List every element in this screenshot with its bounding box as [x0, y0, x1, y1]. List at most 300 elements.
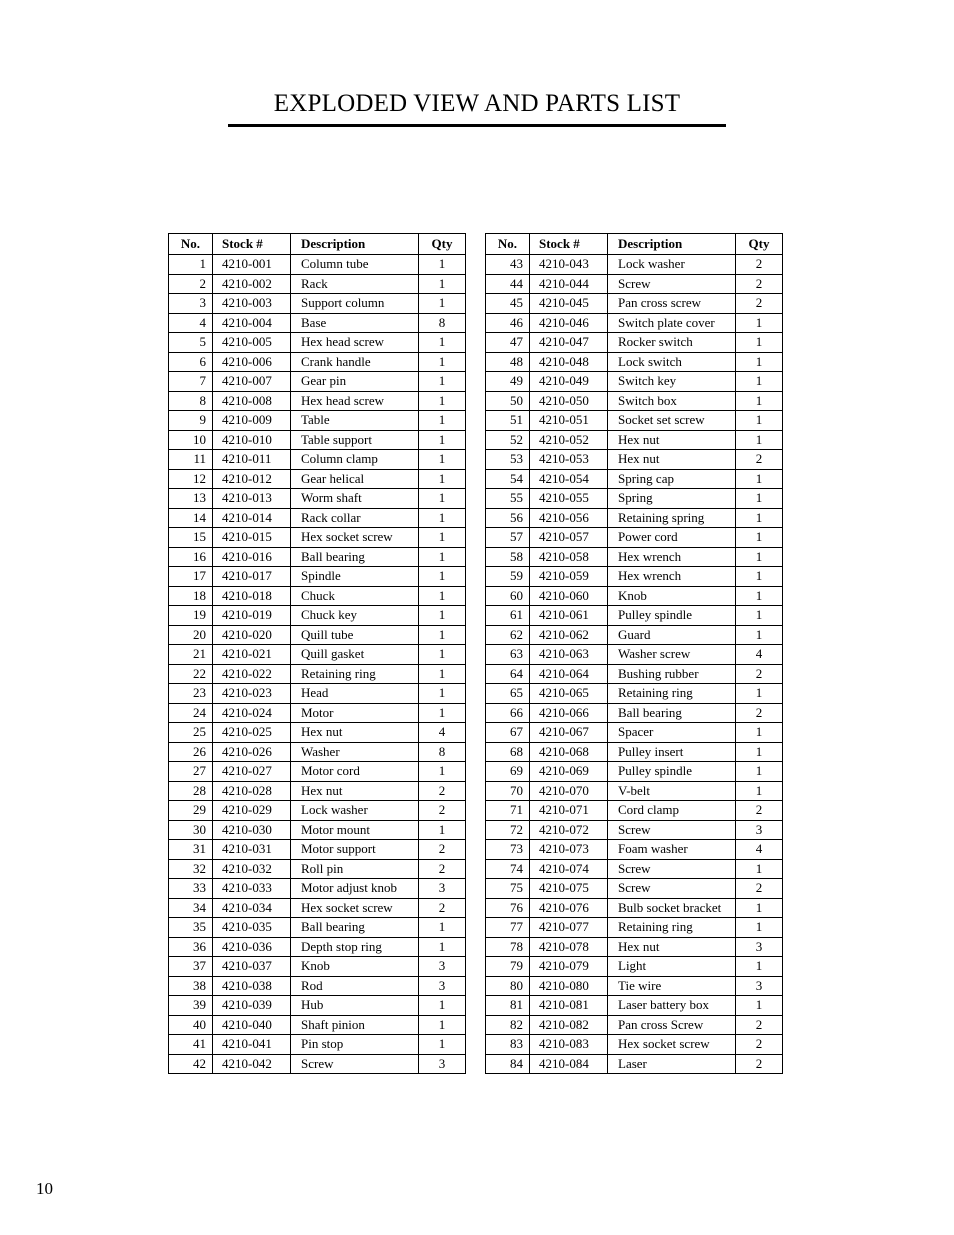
- qty-cell: 3: [419, 976, 466, 996]
- part-number-cell: 72: [486, 820, 530, 840]
- table-row: [486, 1015, 783, 1035]
- description-cell: Pan cross Screw: [608, 1015, 736, 1035]
- part-number-cell: 82: [486, 1015, 530, 1035]
- stock-number-cell: 4210-034: [213, 898, 291, 918]
- description-cell: Hub: [291, 996, 419, 1016]
- description-cell: Power cord: [608, 528, 736, 548]
- qty-cell: 1: [419, 450, 466, 470]
- part-number-cell: 23: [169, 684, 213, 704]
- qty-cell: 1: [419, 684, 466, 704]
- qty-cell: 2: [736, 274, 783, 294]
- table-row: [486, 313, 783, 333]
- stock-number-cell: 4210-002: [213, 274, 291, 294]
- qty-cell: 1: [736, 586, 783, 606]
- table-row: [169, 274, 466, 294]
- qty-cell: 3: [419, 1054, 466, 1074]
- stock-number-cell: 4210-062: [530, 625, 608, 645]
- stock-number-cell: 4210-006: [213, 352, 291, 372]
- qty-cell: 1: [736, 742, 783, 762]
- description-cell: Laser: [608, 1054, 736, 1074]
- description-cell: Ball bearing: [608, 703, 736, 723]
- qty-cell: 1: [419, 411, 466, 431]
- header-qty: Qty: [736, 234, 783, 255]
- table-row: [486, 391, 783, 411]
- table-row: [486, 781, 783, 801]
- qty-cell: 1: [736, 508, 783, 528]
- table-row: [486, 801, 783, 821]
- description-cell: Table: [291, 411, 419, 431]
- part-number-cell: 26: [169, 742, 213, 762]
- part-number-cell: 65: [486, 684, 530, 704]
- page-number: 10: [36, 1179, 53, 1198]
- table-row: [169, 742, 466, 762]
- description-cell: Quill gasket: [291, 645, 419, 665]
- part-number-cell: 84: [486, 1054, 530, 1074]
- stock-number-cell: 4210-051: [530, 411, 608, 431]
- description-cell: Head: [291, 684, 419, 704]
- description-cell: Spindle: [291, 567, 419, 587]
- description-cell: Bushing rubber: [608, 664, 736, 684]
- part-number-cell: 54: [486, 469, 530, 489]
- stock-number-cell: 4210-057: [530, 528, 608, 548]
- qty-cell: 1: [736, 372, 783, 392]
- stock-number-cell: 4210-007: [213, 372, 291, 392]
- stock-number-cell: 4210-054: [530, 469, 608, 489]
- description-cell: Light: [608, 957, 736, 977]
- table-row: [486, 762, 783, 782]
- description-cell: Screw: [608, 879, 736, 899]
- part-number-cell: 21: [169, 645, 213, 665]
- stock-number-cell: 4210-082: [530, 1015, 608, 1035]
- table-row: [486, 703, 783, 723]
- page-title: EXPLODED VIEW AND PARTS LIST: [273, 90, 681, 117]
- description-cell: Retaining spring: [608, 508, 736, 528]
- part-number-cell: 55: [486, 489, 530, 509]
- description-cell: Screw: [608, 859, 736, 879]
- qty-cell: 2: [736, 664, 783, 684]
- qty-cell: 1: [736, 547, 783, 567]
- description-cell: Crank handle: [291, 352, 419, 372]
- table-row: [486, 411, 783, 431]
- table-row: [486, 996, 783, 1016]
- part-number-cell: 27: [169, 762, 213, 782]
- stock-number-cell: 4210-052: [530, 430, 608, 450]
- table-row: [169, 625, 466, 645]
- description-cell: V-belt: [608, 781, 736, 801]
- description-cell: Cord clamp: [608, 801, 736, 821]
- qty-cell: 2: [736, 879, 783, 899]
- description-cell: Switch key: [608, 372, 736, 392]
- table-row: [169, 391, 466, 411]
- description-cell: Hex head screw: [291, 333, 419, 353]
- table-row: [169, 430, 466, 450]
- part-number-cell: 36: [169, 937, 213, 957]
- stock-number-cell: 4210-008: [213, 391, 291, 411]
- stock-number-cell: 4210-023: [213, 684, 291, 704]
- stock-number-cell: 4210-067: [530, 723, 608, 743]
- part-number-cell: 69: [486, 762, 530, 782]
- description-cell: Pin stop: [291, 1035, 419, 1055]
- part-number-cell: 70: [486, 781, 530, 801]
- part-number-cell: 1: [169, 255, 213, 275]
- description-cell: Table support: [291, 430, 419, 450]
- table-row: [486, 976, 783, 996]
- table-row: [486, 898, 783, 918]
- qty-cell: 1: [419, 937, 466, 957]
- qty-cell: 1: [419, 567, 466, 587]
- table-row: [486, 1035, 783, 1055]
- qty-cell: 1: [419, 528, 466, 548]
- part-number-cell: 9: [169, 411, 213, 431]
- qty-cell: 1: [736, 528, 783, 548]
- qty-cell: 4: [736, 840, 783, 860]
- table-row: [486, 372, 783, 392]
- qty-cell: 1: [736, 762, 783, 782]
- qty-cell: 1: [736, 625, 783, 645]
- qty-cell: 1: [419, 391, 466, 411]
- qty-cell: 1: [419, 469, 466, 489]
- description-cell: Worm shaft: [291, 489, 419, 509]
- table-header-row: [169, 234, 466, 255]
- description-cell: Guard: [608, 625, 736, 645]
- qty-cell: 1: [419, 255, 466, 275]
- qty-cell: 1: [419, 918, 466, 938]
- part-number-cell: 35: [169, 918, 213, 938]
- qty-cell: 1: [736, 469, 783, 489]
- table-row: [169, 664, 466, 684]
- stock-number-cell: 4210-075: [530, 879, 608, 899]
- table-row: [486, 937, 783, 957]
- stock-number-cell: 4210-053: [530, 450, 608, 470]
- parts-table-left: [168, 233, 466, 1074]
- part-number-cell: 83: [486, 1035, 530, 1055]
- table-row: [169, 606, 466, 626]
- stock-number-cell: 4210-049: [530, 372, 608, 392]
- description-cell: Socket set screw: [608, 411, 736, 431]
- stock-number-cell: 4210-021: [213, 645, 291, 665]
- qty-cell: 1: [736, 957, 783, 977]
- qty-cell: 2: [736, 1035, 783, 1055]
- stock-number-cell: 4210-028: [213, 781, 291, 801]
- table-row: [486, 918, 783, 938]
- description-cell: Washer: [291, 742, 419, 762]
- description-cell: Support column: [291, 294, 419, 314]
- description-cell: Rod: [291, 976, 419, 996]
- description-cell: Switch plate cover: [608, 313, 736, 333]
- description-cell: Column tube: [291, 255, 419, 275]
- description-cell: Hex nut: [608, 937, 736, 957]
- part-number-cell: 80: [486, 976, 530, 996]
- stock-number-cell: 4210-019: [213, 606, 291, 626]
- description-cell: Spacer: [608, 723, 736, 743]
- qty-cell: 3: [736, 937, 783, 957]
- stock-number-cell: 4210-072: [530, 820, 608, 840]
- description-cell: Lock washer: [608, 255, 736, 275]
- description-cell: Motor mount: [291, 820, 419, 840]
- stock-number-cell: 4210-003: [213, 294, 291, 314]
- table-row: [169, 976, 466, 996]
- stock-number-cell: 4210-080: [530, 976, 608, 996]
- description-cell: Knob: [608, 586, 736, 606]
- qty-cell: 1: [419, 586, 466, 606]
- stock-number-cell: 4210-061: [530, 606, 608, 626]
- parts-table-right: [485, 233, 783, 1074]
- part-number-cell: 46: [486, 313, 530, 333]
- part-number-cell: 40: [169, 1015, 213, 1035]
- part-number-cell: 41: [169, 1035, 213, 1055]
- table-row: [169, 684, 466, 704]
- part-number-cell: 62: [486, 625, 530, 645]
- qty-cell: 4: [419, 723, 466, 743]
- stock-number-cell: 4210-084: [530, 1054, 608, 1074]
- header-description: Description: [608, 234, 736, 255]
- qty-cell: 2: [736, 1054, 783, 1074]
- qty-cell: 1: [419, 372, 466, 392]
- table-row: [486, 255, 783, 275]
- stock-number-cell: 4210-058: [530, 547, 608, 567]
- table-row: [169, 840, 466, 860]
- description-cell: Hex socket screw: [291, 528, 419, 548]
- stock-number-cell: 4210-017: [213, 567, 291, 587]
- stock-number-cell: 4210-005: [213, 333, 291, 353]
- stock-number-cell: 4210-045: [530, 294, 608, 314]
- stock-number-cell: 4210-011: [213, 450, 291, 470]
- part-number-cell: 34: [169, 898, 213, 918]
- description-cell: Depth stop ring: [291, 937, 419, 957]
- table-row: [169, 781, 466, 801]
- description-cell: Hex wrench: [608, 547, 736, 567]
- part-number-cell: 76: [486, 898, 530, 918]
- part-number-cell: 38: [169, 976, 213, 996]
- table-row: [486, 957, 783, 977]
- qty-cell: 8: [419, 742, 466, 762]
- table-row: [486, 430, 783, 450]
- part-number-cell: 28: [169, 781, 213, 801]
- part-number-cell: 5: [169, 333, 213, 353]
- qty-cell: 1: [419, 508, 466, 528]
- description-cell: Retaining ring: [291, 664, 419, 684]
- part-number-cell: 45: [486, 294, 530, 314]
- stock-number-cell: 4210-060: [530, 586, 608, 606]
- part-number-cell: 19: [169, 606, 213, 626]
- qty-cell: 1: [736, 606, 783, 626]
- description-cell: Rocker switch: [608, 333, 736, 353]
- qty-cell: 3: [419, 957, 466, 977]
- table-row: [486, 274, 783, 294]
- part-number-cell: 68: [486, 742, 530, 762]
- stock-number-cell: 4210-041: [213, 1035, 291, 1055]
- table-row: [486, 489, 783, 509]
- stock-number-cell: 4210-074: [530, 859, 608, 879]
- qty-cell: 1: [736, 684, 783, 704]
- qty-cell: 1: [419, 820, 466, 840]
- table-row: [169, 1035, 466, 1055]
- header-stock: Stock #: [213, 234, 291, 255]
- table-row: [486, 1054, 783, 1074]
- stock-number-cell: 4210-039: [213, 996, 291, 1016]
- part-number-cell: 63: [486, 645, 530, 665]
- table-row: [486, 547, 783, 567]
- table-row: [169, 352, 466, 372]
- table-row: [486, 567, 783, 587]
- stock-number-cell: 4210-063: [530, 645, 608, 665]
- stock-number-cell: 4210-035: [213, 918, 291, 938]
- part-number-cell: 6: [169, 352, 213, 372]
- table-row: [486, 820, 783, 840]
- description-cell: Gear helical: [291, 469, 419, 489]
- stock-number-cell: 4210-009: [213, 411, 291, 431]
- part-number-cell: 42: [169, 1054, 213, 1074]
- part-number-cell: 56: [486, 508, 530, 528]
- stock-number-cell: 4210-059: [530, 567, 608, 587]
- stock-number-cell: 4210-031: [213, 840, 291, 860]
- table-row: [169, 703, 466, 723]
- table-row: [486, 352, 783, 372]
- table-row: [169, 957, 466, 977]
- description-cell: Gear pin: [291, 372, 419, 392]
- table-row: [169, 586, 466, 606]
- description-cell: Lock switch: [608, 352, 736, 372]
- part-number-cell: 32: [169, 859, 213, 879]
- stock-number-cell: 4210-081: [530, 996, 608, 1016]
- qty-cell: 1: [419, 352, 466, 372]
- table-row: [486, 528, 783, 548]
- stock-number-cell: 4210-037: [213, 957, 291, 977]
- description-cell: Motor: [291, 703, 419, 723]
- part-number-cell: 18: [169, 586, 213, 606]
- stock-number-cell: 4210-044: [530, 274, 608, 294]
- part-number-cell: 75: [486, 879, 530, 899]
- stock-number-cell: 4210-047: [530, 333, 608, 353]
- description-cell: Hex socket screw: [608, 1035, 736, 1055]
- part-number-cell: 22: [169, 664, 213, 684]
- stock-number-cell: 4210-078: [530, 937, 608, 957]
- stock-number-cell: 4210-015: [213, 528, 291, 548]
- stock-number-cell: 4210-071: [530, 801, 608, 821]
- description-cell: Pulley spindle: [608, 606, 736, 626]
- description-cell: Roll pin: [291, 859, 419, 879]
- table-row: [169, 859, 466, 879]
- stock-number-cell: 4210-043: [530, 255, 608, 275]
- description-cell: Switch box: [608, 391, 736, 411]
- part-number-cell: 33: [169, 879, 213, 899]
- part-number-cell: 10: [169, 430, 213, 450]
- part-number-cell: 3: [169, 294, 213, 314]
- description-cell: Base: [291, 313, 419, 333]
- stock-number-cell: 4210-038: [213, 976, 291, 996]
- qty-cell: 1: [736, 313, 783, 333]
- stock-number-cell: 4210-076: [530, 898, 608, 918]
- description-cell: Quill tube: [291, 625, 419, 645]
- stock-number-cell: 4210-040: [213, 1015, 291, 1035]
- part-number-cell: 24: [169, 703, 213, 723]
- stock-number-cell: 4210-083: [530, 1035, 608, 1055]
- part-number-cell: 39: [169, 996, 213, 1016]
- description-cell: Laser battery box: [608, 996, 736, 1016]
- table-row: [486, 742, 783, 762]
- header-qty: Qty: [419, 234, 466, 255]
- qty-cell: 1: [419, 606, 466, 626]
- description-cell: Pulley spindle: [608, 762, 736, 782]
- description-cell: Hex socket screw: [291, 898, 419, 918]
- description-cell: Spring cap: [608, 469, 736, 489]
- qty-cell: 2: [419, 859, 466, 879]
- table-row: [169, 547, 466, 567]
- qty-cell: 1: [736, 430, 783, 450]
- qty-cell: 1: [736, 723, 783, 743]
- description-cell: Ball bearing: [291, 918, 419, 938]
- stock-number-cell: 4210-077: [530, 918, 608, 938]
- stock-number-cell: 4210-079: [530, 957, 608, 977]
- stock-number-cell: 4210-065: [530, 684, 608, 704]
- stock-number-cell: 4210-055: [530, 489, 608, 509]
- table-row: [169, 294, 466, 314]
- qty-cell: 2: [736, 294, 783, 314]
- part-number-cell: 8: [169, 391, 213, 411]
- stock-number-cell: 4210-068: [530, 742, 608, 762]
- qty-cell: 1: [419, 274, 466, 294]
- stock-number-cell: 4210-026: [213, 742, 291, 762]
- part-number-cell: 2: [169, 274, 213, 294]
- part-number-cell: 73: [486, 840, 530, 860]
- table-row: [486, 294, 783, 314]
- part-number-cell: 37: [169, 957, 213, 977]
- qty-cell: 2: [736, 703, 783, 723]
- qty-cell: 1: [419, 625, 466, 645]
- stock-number-cell: 4210-018: [213, 586, 291, 606]
- stock-number-cell: 4210-033: [213, 879, 291, 899]
- part-number-cell: 77: [486, 918, 530, 938]
- qty-cell: 1: [419, 294, 466, 314]
- table-row: [169, 333, 466, 353]
- table-row: [169, 450, 466, 470]
- qty-cell: 8: [419, 313, 466, 333]
- table-row: [169, 567, 466, 587]
- description-cell: Chuck: [291, 586, 419, 606]
- title-underline: [228, 124, 726, 127]
- stock-number-cell: 4210-004: [213, 313, 291, 333]
- stock-number-cell: 4210-016: [213, 547, 291, 567]
- description-cell: Screw: [608, 820, 736, 840]
- part-number-cell: 15: [169, 528, 213, 548]
- description-cell: Rack collar: [291, 508, 419, 528]
- qty-cell: 1: [736, 489, 783, 509]
- description-cell: Chuck key: [291, 606, 419, 626]
- description-cell: Foam washer: [608, 840, 736, 860]
- part-number-cell: 81: [486, 996, 530, 1016]
- description-cell: Retaining ring: [608, 918, 736, 938]
- description-cell: Screw: [608, 274, 736, 294]
- qty-cell: 1: [736, 898, 783, 918]
- part-number-cell: 7: [169, 372, 213, 392]
- part-number-cell: 74: [486, 859, 530, 879]
- part-number-cell: 48: [486, 352, 530, 372]
- table-row: [169, 723, 466, 743]
- table-row: [169, 255, 466, 275]
- part-number-cell: 58: [486, 547, 530, 567]
- qty-cell: 1: [419, 489, 466, 509]
- description-cell: Hex nut: [291, 781, 419, 801]
- description-cell: Motor support: [291, 840, 419, 860]
- description-cell: Hex nut: [608, 450, 736, 470]
- part-number-cell: 17: [169, 567, 213, 587]
- part-number-cell: 43: [486, 255, 530, 275]
- table-row: [169, 898, 466, 918]
- table-row: [169, 469, 466, 489]
- table-row: [486, 508, 783, 528]
- part-number-cell: 29: [169, 801, 213, 821]
- part-number-cell: 25: [169, 723, 213, 743]
